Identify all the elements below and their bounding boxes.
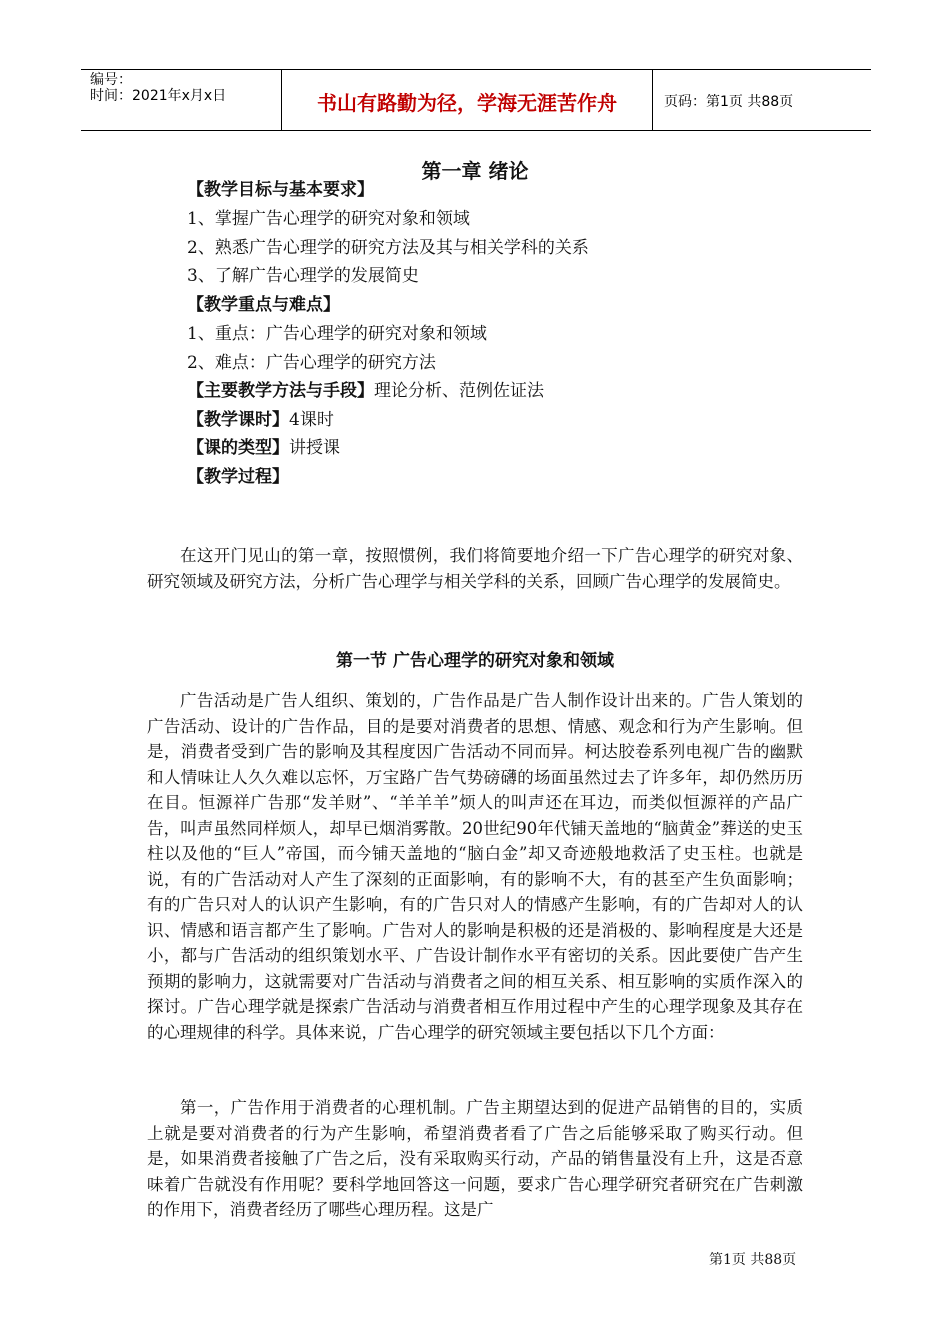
- hours-value: 4课时: [289, 410, 334, 430]
- chapter-title: 第一章 绪论: [421, 159, 529, 183]
- intro-paragraph: 在这开门见山的第一章，按照惯例，我们将简要地介绍一下广告心理学的研究对象、研究领域及研究方法，分析广告心理学与相关学科的关系，回顾广告心理学的发展简史。: [147, 546, 803, 591]
- body-paragraph: 第一，广告作用于消费者的心理机制。广告主期望达到的促进产品销售的目的，实质上就是要对消费者的行为产生影响，希望消费者看了广告之后能够采取了购买行动。但是，如果消费者接触了广告之后，没有采取购买行动，产品的销售量没有上升，这是否意味着广告就没有作用呢？要科学地回答这一问题，要求广告心理学研究者研究在广告刺激的作用下，消费者经历了哪些心理历程。这是广: [147, 1098, 803, 1219]
- date-label: 时间：2021年x月x日: [90, 88, 227, 104]
- methods-label: 【主要教学方法与手段】: [187, 381, 374, 401]
- number-label: 编号：: [90, 72, 132, 88]
- hours-label: 【教学课时】: [187, 410, 289, 430]
- objective-item: 3、了解广告心理学的发展简史: [187, 266, 419, 286]
- key-points-heading: 【教学重点与难点】: [187, 295, 340, 315]
- lesson-type-line: [187, 438, 340, 458]
- methods-value: 理论分析、范例佐证法: [374, 381, 544, 401]
- header-motto-cell: [281, 70, 653, 130]
- objective-item: 2、熟悉广告心理学的研究方法及其与相关学科的关系: [187, 238, 589, 258]
- objectives-heading: 【教学目标与基本要求】: [187, 180, 374, 200]
- objective-item: 1、掌握广告心理学的研究对象和领域: [187, 209, 470, 229]
- process-heading: 【教学过程】: [187, 467, 289, 487]
- hours-line: [187, 410, 334, 430]
- body-paragraph: 广告活动是广告人组织、策划的，广告作品是广告人制作设计出来的。广告人策划的广告活动、设计的广告作品，目的是要对消费者的思想、情感、观念和行为产生影响。但是，消费者受到广告的影响及其程度因广告活动不同而异。柯达胶卷系列电视广告的幽默和人情味让人久久难以忘怀，万宝路广告气势磅礴的场面虽然过去了许多年，却仍然历历在目。恒源祥广告那“发羊财”、“羊羊羊”烦人的叫声还在耳边，而类似恒源祥的产品广告，叫声虽然同样烦人，却早已烟消雾散。20世纪90年代铺天盖地的“脑黄金”葬送的史玉柱以及他的“巨人”帝国，而今铺天盖地的“脑白金”却又奇迹般地救活了史玉柱。也就是说，有的广告活动对人产生了深刻的正面影响，有的影响不大，有的甚至产生负面影响；有的广告只对人的认识产生影响，有的广告只对人的情感产生影响，有的广告却对人的认识、情感和语言都产生了影响。广告对人的影响是积极的还是消极的、影响程度是大还是小，都与广告活动的组织策划水平、广告设计制作水平有密切的关系。因此要使广告产生预期的影响力，这就需要对广告活动与消费者之间的相互关系、相互影响的实质作深入的探讨。广告心理学就是探索广告活动与消费者相互作用过程中产生的心理学现象及其存在的心理规律的科学。具体来说，广告心理学的研究领域主要包括以下几个方面：: [147, 691, 803, 1042]
- key-point-item: 2、难点：广告心理学的研究方法: [187, 353, 436, 373]
- methods-line: [187, 381, 544, 401]
- section-title: 第一节 广告心理学的研究对象和领域: [336, 651, 614, 671]
- header-motto: 书山有路勤为径，学海无涯苦作舟: [317, 91, 617, 115]
- lesson-type-value: 讲授课: [289, 438, 340, 458]
- header-meta-cell: [81, 70, 281, 130]
- header-page-code: 页码：第1页 共88页: [664, 94, 794, 110]
- header-page-cell: [652, 70, 871, 130]
- page-footer: 第1页 共88页: [709, 1252, 797, 1268]
- key-point-item: 1、重点：广告心理学的研究对象和领域: [187, 324, 487, 344]
- page-header: [81, 69, 871, 131]
- lesson-type-label: 【课的类型】: [187, 438, 289, 458]
